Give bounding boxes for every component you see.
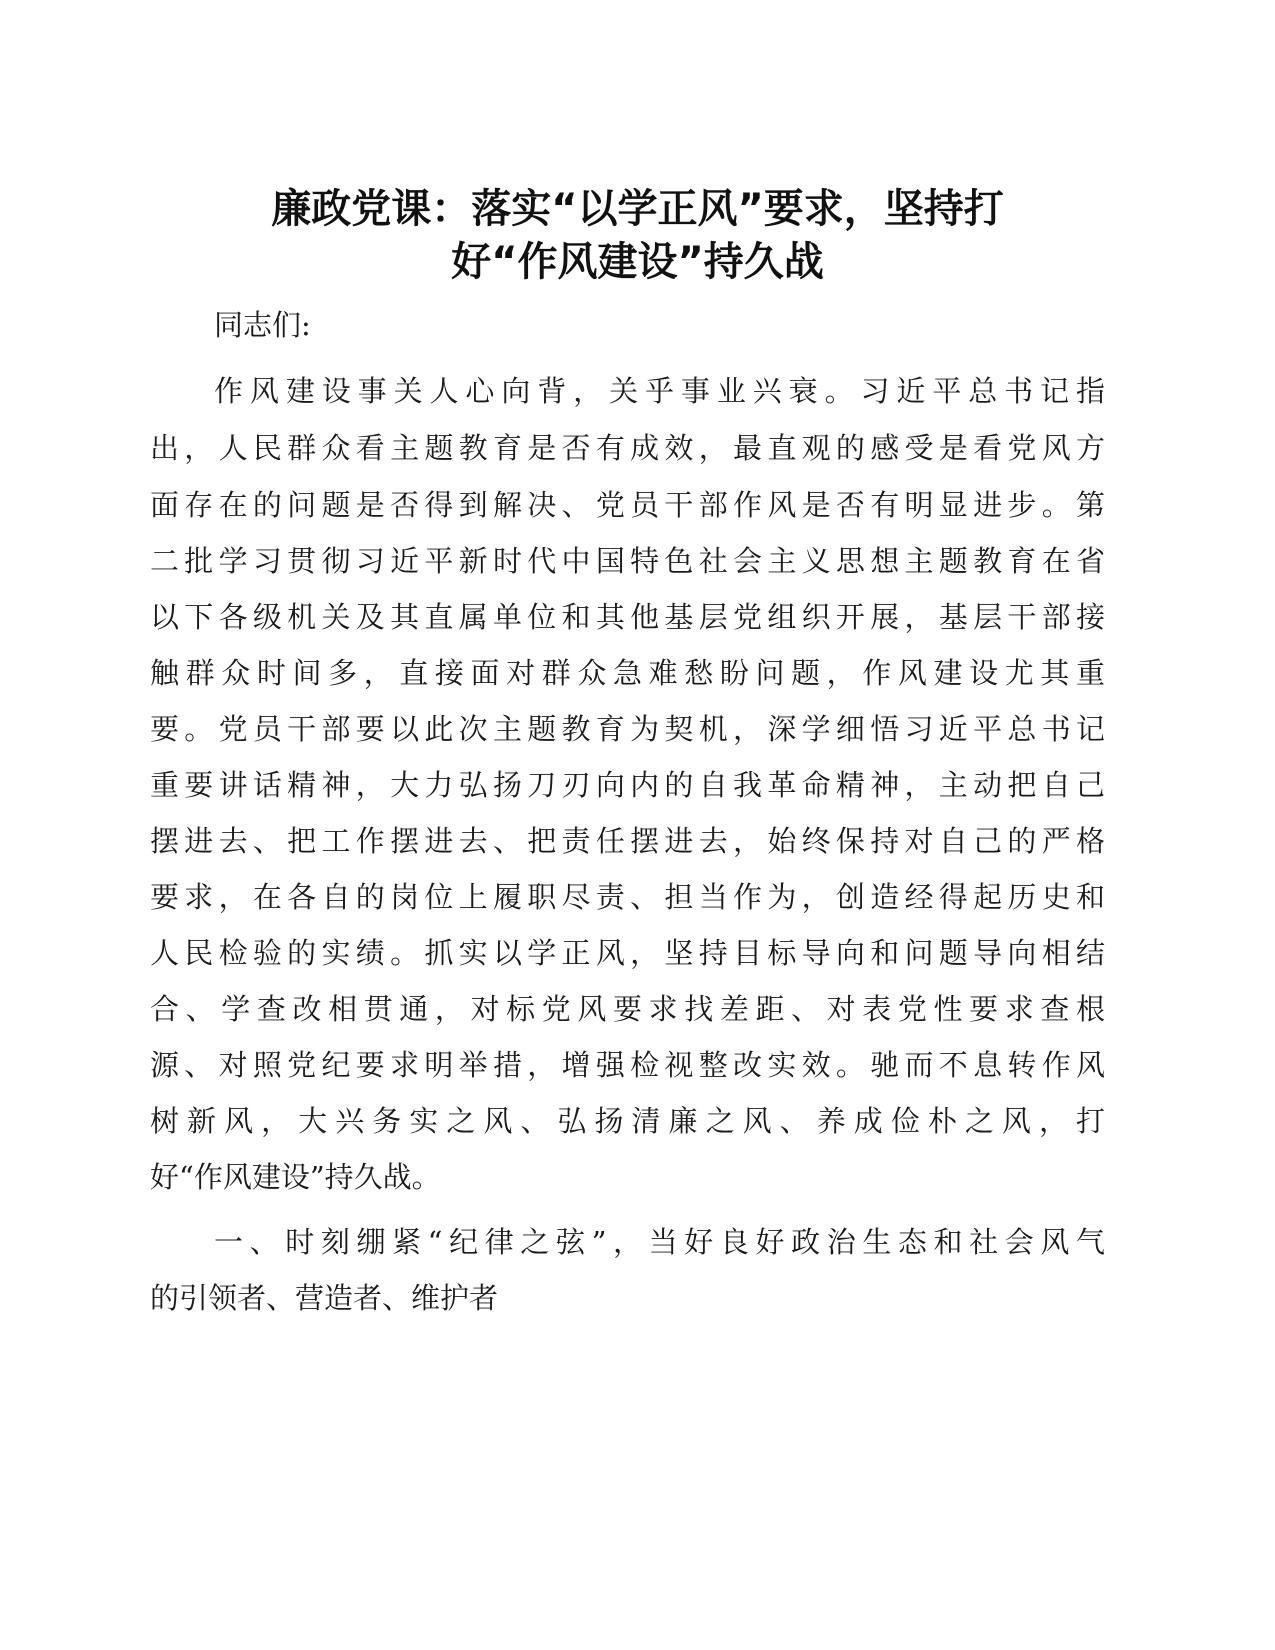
paragraph-line: 以下各级机关及其直属单位和其他基层党组织开展，基层干部接 <box>150 600 1105 634</box>
document-title-line-1: 廉政党课：落实“以学正风”要求，坚持打 <box>271 186 1004 232</box>
paragraph-line: 合、学查改相贯通，对标党风要求找差距、对表党性要求查根 <box>150 992 1105 1026</box>
paragraph-line: 好“作风建设”持久战。 <box>150 1160 441 1194</box>
paragraph-line: 要求，在各自的岗位上履职尽责、担当作为，创造经得起历史和 <box>150 880 1105 914</box>
paragraph-line: 出，人民群众看主题教育是否有成效，最直观的感受是看党风方 <box>150 431 1105 465</box>
paragraph-line: 作风建设事关人心向背，关乎事业兴衰。习近平总书记指 <box>214 374 1105 408</box>
section-heading-line: 的引领者、营造者、维护者 <box>150 1281 499 1315</box>
salutation: 同志们: <box>214 308 311 342</box>
paragraph-line: 树新风，大兴务实之风、弘扬清廉之风、养成俭朴之风，打 <box>150 1104 1105 1138</box>
paragraph-line: 源、对照党纪要求明举措，增强检视整改实效。驰而不息转作风 <box>150 1048 1105 1082</box>
paragraph-line: 二批学习贯彻习近平新时代中国特色社会主义思想主题教育在省 <box>150 544 1105 578</box>
document-title-line-2: 好“作风建设”持久战 <box>451 239 824 285</box>
paragraph-line: 触群众时间多，直接面对群众急难愁盼问题，作风建设尤其重 <box>150 656 1105 690</box>
paragraph-line: 重要讲话精神，大力弘扬刀刃向内的自我革命精神，主动把自己 <box>150 768 1105 802</box>
section-heading-line: 一、时刻绷紧“纪律之弦”，当好良好政治生态和社会风气 <box>214 1225 1105 1259</box>
paragraph-line: 人民检验的实绩。抓实以学正风，坚持目标导向和问题导向相结 <box>150 936 1105 970</box>
paragraph-line: 要。党员干部要以此次主题教育为契机，深学细悟习近平总书记 <box>150 712 1105 746</box>
paragraph-line: 摆进去、把工作摆进去、把责任摆进去，始终保持对自己的严格 <box>150 824 1105 858</box>
paragraph-line: 面存在的问题是否得到解决、党员干部作风是否有明显进步。第 <box>150 488 1105 522</box>
